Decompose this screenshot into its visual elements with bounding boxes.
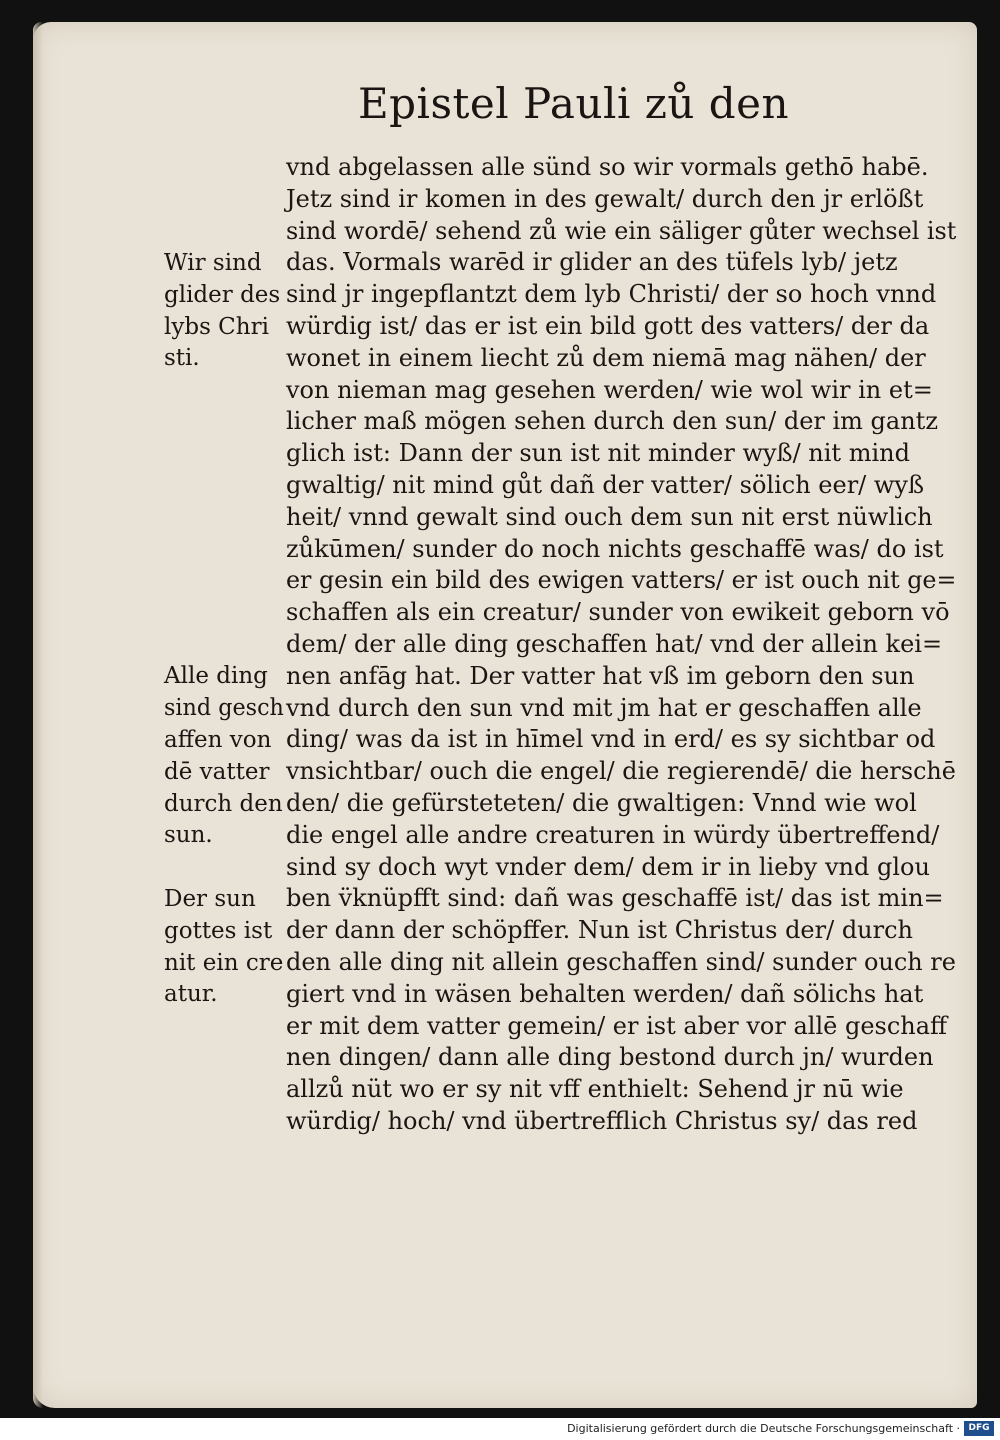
footer-bar	[0, 1418, 1000, 1440]
margin-note: dē vatter	[164, 758, 270, 785]
text-line: vnd abgelassen alle sünd so wir vormals gethō habē.	[286, 153, 929, 181]
margin-note: durch den	[164, 790, 283, 817]
text-line: nen dingen/ dann alle ding bestond durch jn/ wurden	[286, 1043, 934, 1072]
text-line: giert vnd in wäsen behalten werden/ dañ sölichs hat	[286, 979, 924, 1008]
text-line: sind wordē/ sehend zů wie ein säliger gůter wechsel ist	[286, 216, 957, 245]
text-line: sind jr ingepflantzt dem lyb Christi/ der so hoch vnnd	[286, 280, 937, 309]
text-line: heit/ vnnd gewalt sind ouch dem sun nit erst nüwlich	[286, 502, 933, 531]
margin-note: nit ein cre	[164, 949, 284, 976]
text-line: er gesin ein bild des ewigen vatters/ er ist ouch nit ge=	[286, 566, 957, 595]
margin-note: Der sun	[164, 886, 256, 912]
text-line: die engel alle andre creaturen in würdy übertreffend/	[286, 820, 940, 849]
margin-note: atur.	[164, 981, 218, 1008]
running-head: Epistel Pauli zů den	[358, 79, 790, 128]
text-line: Jetz sind ir komen in des gewalt/ durch den jr erlößt	[286, 184, 924, 213]
text-line: würdig/ hoch/ vnd übertrefflich Christus sy/ das red	[286, 1106, 918, 1135]
text-line: ben v̈knüpfft sind: dañ was geschaffē ist/ das ist min=	[286, 884, 944, 913]
margin-note: lybs Chri	[164, 313, 269, 340]
text-line: gwaltig/ nit mind gůt dañ der vatter/ sölich eer/ wyß	[286, 470, 925, 499]
text-line: das. Vormals warēd ir glider an des tüfels lyb/ jetz	[286, 248, 898, 277]
text-line: nen anfāg hat. Der vatter hat vß im geborn den sun	[286, 661, 915, 690]
text-line: von nieman mag gesehen werden/ wie wol wir in et=	[286, 375, 933, 404]
margin-note: gottes ist	[164, 917, 273, 944]
text-line: zůkūmen/ sunder do noch nichts geschaffē was/ do ist	[286, 534, 944, 563]
body-text	[286, 152, 956, 1138]
text-line: glich ist: Dann der sun ist nit minder wyß/ nit mind	[286, 439, 910, 468]
margin-note: affen von	[164, 727, 272, 753]
margin-note: sti.	[164, 345, 200, 372]
text-line: er mit dem vatter gemein/ er ist aber vor allē geschaff	[286, 1011, 948, 1040]
margin-note: Wir sind	[164, 250, 262, 276]
text-line: den/ die gefürsteteten/ die gwaltigen: Vnnd wie wol	[286, 788, 917, 817]
margin-note: Alle ding	[164, 663, 268, 690]
text-line: dem/ der alle ding geschaffen hat/ vnd der allein kei=	[286, 629, 943, 658]
text-line: ding/ was da ist in hīmel vnd in erd/ es sy sichtbar od	[286, 725, 936, 754]
text-line: licher maß mögen sehen durch den sun/ der im gantz	[286, 407, 938, 436]
dfg-logo: DFG	[964, 1421, 994, 1436]
text-line: schaffen als ein creatur/ sunder von ewikeit geborn vō	[286, 598, 950, 627]
funding-credit: Digitalisierung gefördert durch die Deutsche Forschungsgemeinschaft ·	[567, 1422, 960, 1435]
margin-note: sind gesch	[164, 695, 284, 722]
text-line: der dann der schöpffer. Nun ist Christus der/ durch	[286, 916, 914, 945]
margin-note: sun.	[164, 822, 213, 849]
text-line: vnd durch den sun vnd mit jm hat er geschaffen alle	[286, 693, 922, 722]
margin-note: glider des	[164, 281, 281, 308]
text-line: sind sy doch wyt vnder dem/ dem ir in lieby vnd glou	[286, 852, 930, 881]
text-line: wonet in einem liecht zů dem niemā mag nähen/ der	[286, 343, 926, 372]
page-fold-shadow	[33, 22, 43, 1408]
text-line: vnsichtbar/ ouch die engel/ die regierendē/ die herschē	[286, 757, 956, 786]
text-line: den alle ding nit allein geschaffen sind/ sunder ouch re	[286, 947, 956, 976]
text-line: allzů nüt wo er sy nit vff enthielt: Sehend jr nū wie	[286, 1075, 904, 1104]
text-line: würdig ist/ das er ist ein bild gott des vatters/ der da	[286, 311, 930, 340]
